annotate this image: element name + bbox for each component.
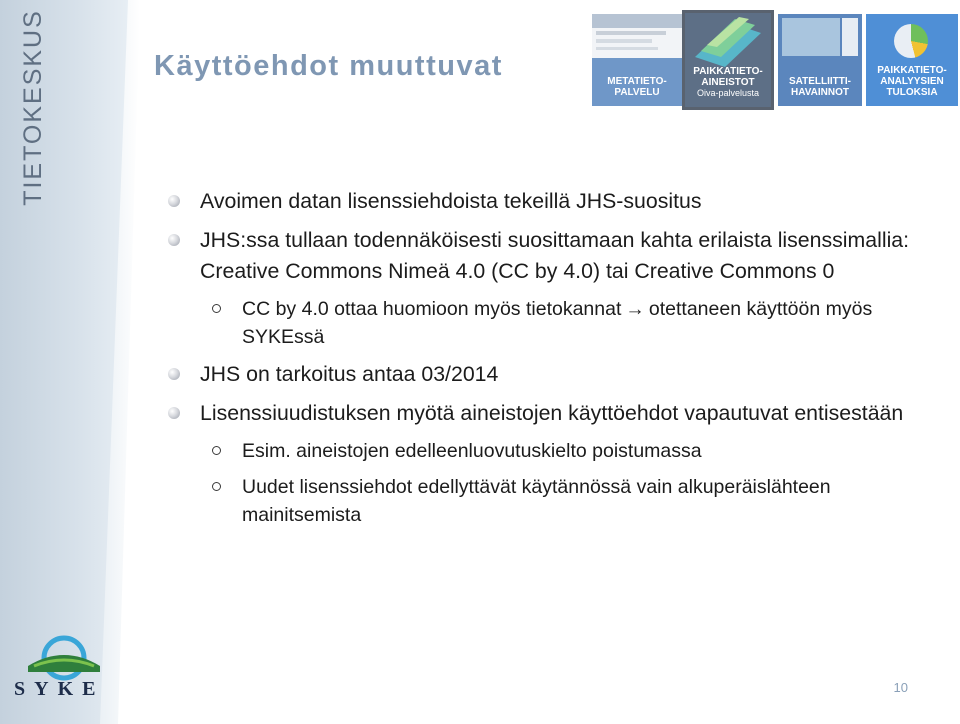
right-arrow-icon: → bbox=[625, 298, 645, 320]
vertical-brand-text: TIETOKESKUS bbox=[18, 8, 47, 206]
tile-metatietopalvelu[interactable] bbox=[592, 14, 682, 106]
sub-bullet-text: Uudet lisenssiehdot edellyttävät käytännössä vain alkuperäislähteen mainitsemista bbox=[242, 476, 831, 526]
tile-paikkatietoanalyysien-tuloksia[interactable] bbox=[866, 14, 958, 106]
bullet-icon bbox=[168, 368, 180, 380]
tile-label: PAIKKATIETO- AINEISTOT Oiva-palvelusta bbox=[693, 66, 763, 98]
bullet-item bbox=[150, 186, 910, 217]
sub-bullet-text: CC by 4.0 ottaa huomioon myös tietokannat bbox=[242, 298, 622, 320]
sub-bullet-icon bbox=[212, 446, 221, 455]
sub-bullet-icon bbox=[212, 482, 221, 491]
bullet-icon bbox=[168, 407, 180, 419]
bullet-text: JHS:ssa tullaan todennäköisesti suosittamaan kahta erilaista lisenssimallia: Creative Commons Nimeä 4.0 (CC by 4.0) tai Creative Commons 0 bbox=[200, 228, 910, 283]
tile-label: PAIKKATIETO- ANALYYSIEN TULOKSIA bbox=[877, 65, 947, 98]
bullet-icon bbox=[168, 195, 180, 207]
satellite-legend bbox=[842, 18, 858, 56]
sub-bullet-text: otettaneen käyttöön myös SYKEssä bbox=[242, 298, 873, 348]
tile-label: METATIETO- PALVELU bbox=[607, 76, 667, 98]
page-number: 10 bbox=[893, 680, 908, 695]
bullet-list bbox=[150, 186, 910, 537]
bullet-item bbox=[150, 398, 910, 429]
pie-chart-icon bbox=[894, 24, 928, 58]
sub-bullet-item bbox=[150, 473, 910, 529]
bullet-icon bbox=[168, 234, 180, 246]
sub-bullet-item bbox=[150, 295, 910, 351]
bullet-item bbox=[150, 359, 910, 390]
syke-logo bbox=[14, 632, 124, 702]
bullet-text: JHS on tarkoitus antaa 03/2014 bbox=[200, 362, 499, 386]
tile-label: SATELLIITTI- HAVAINNOT bbox=[788, 76, 852, 98]
bullet-text: Lisenssiuudistuksen myötä aineistojen käyttöehdot vapautuvat entisestään bbox=[200, 401, 904, 425]
tile-text-line bbox=[596, 39, 652, 43]
syke-logo-text: SYKE bbox=[14, 678, 105, 700]
page-title: Käyttöehdot muuttuvat bbox=[154, 50, 503, 82]
syke-emblem-icon bbox=[14, 632, 124, 682]
vertical-brand bbox=[4, 8, 62, 206]
bullet-item bbox=[150, 225, 910, 287]
service-tiles bbox=[592, 10, 958, 110]
tile-text-line bbox=[596, 31, 666, 35]
tile-header-strip bbox=[592, 14, 682, 28]
tile-paikkatietoaineistot[interactable] bbox=[682, 10, 774, 110]
sub-bullet-text: Esim. aineistojen edelleenluovutuskielto poistumassa bbox=[242, 440, 702, 462]
layers-icon bbox=[685, 17, 771, 71]
sub-bullet-item bbox=[150, 437, 910, 465]
tile-satelliittihavainnot[interactable] bbox=[778, 14, 862, 106]
bullet-text: Avoimen datan lisenssiehdoista tekeillä JHS-suositus bbox=[200, 189, 702, 213]
satellite-map-thumbnail bbox=[782, 18, 840, 56]
sub-bullet-icon bbox=[212, 304, 221, 313]
tile-text-line bbox=[596, 47, 658, 50]
